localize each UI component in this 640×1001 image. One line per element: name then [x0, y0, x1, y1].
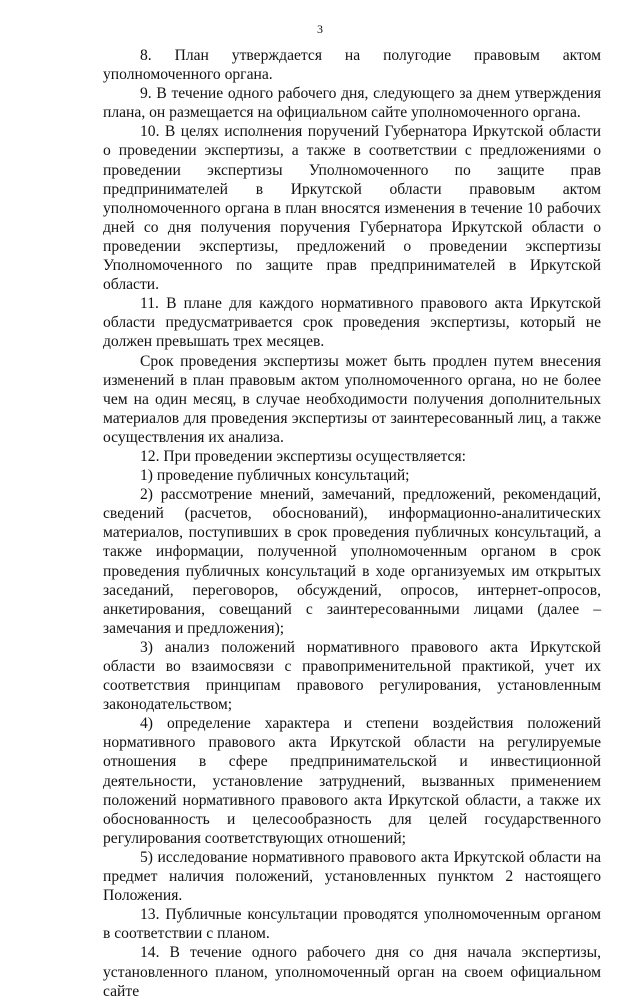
paragraph-14: 14. В течение одного рабочего дня со дня начала экспертизы, установленного планом, уполномоченный орган на своем официальном сайте [103, 944, 601, 1000]
paragraph-11: 11. В плане для каждого нормативного правового акта Иркутской области предусматривается срок проведения экспертизы, который не должен превышать трех месяцев. [103, 295, 601, 351]
paragraph-8: 8. План утверждается на полугодие правовым актом уполномоченного органа. [103, 47, 601, 84]
list-item-1: 1) проведение публичных консультаций; [140, 467, 410, 485]
list-item-3: 3) анализ положений нормативного правового акта Иркутской области во взаимосвязи с правоприменительной практикой, учет их соответствия принципам правового регулирования, установленным законодательством; [103, 638, 601, 714]
list-item-5: 5) исследование нормативного правового акта Иркутской области на предмет наличия положений, установленных пунктом 2 настоящего Положения. [103, 848, 601, 905]
list-item-4: 4) определение характера и степени воздействия положений нормативного правового акта Иркутской области на регулируемые отношения в сфере предпринимательской и инвестиционной деятельности, установление затруднений, вызванных применением положений нормативного правового акта Иркутской области, а также их обоснованность и целесообразность для целей государственного регулирования соответствующих отношений; [103, 715, 601, 847]
document-body [103, 46, 601, 1001]
list-item-2: 2) рассмотрение мнений, замечаний, предложений, рекомендаций, сведений (расчетов, обоснований), информационно-аналитических материалов, поступивших в срок проведения публичных консультаций, а также информации, полученной уполномоченным органом в срок проведения публичных консультаций в ходе организуемых им открытых заседаний, переговоров, обсуждений, опросов, интернет-опросов, анкетирования, совещаний с заинтересованными лицами (далее – замечания и предложения); [103, 486, 601, 637]
paragraph-9: 9. В течение одного рабочего дня, следующего за днем утверждения плана, он размещается на официальном сайте уполномоченного органа. [103, 85, 601, 122]
paragraph-11-extension: Срок проведения экспертизы может быть продлен путем внесения изменений в план правовым актом уполномоченного органа, но не более чем на один месяц, в случае необходимости получения дополнительных материалов для проведения экспертизы от заинтересованный лиц, а также осуществления их анализа. [103, 352, 601, 446]
page-number: 3 [317, 22, 323, 36]
paragraph-10: 10. В целях исполнения поручений Губернатора Иркутской области о проведении экспертизы, а также в соответствии с предложениями о проведении экспертизы Уполномоченного по защите прав предпринимателей в Иркутской области правовым актом уполномоченного органа в план вносятся изменения в течение 10 рабочих дней со дня получения поручения Губернатора Иркутской области о проведении экспертизы, предложений о проведении экспертизы Уполномоченного по защите прав предпринимателей в Иркутской области. [103, 123, 601, 294]
paragraph-12: 12. При проведении экспертизы осуществляется: [140, 447, 466, 465]
paragraph-13: 13. Публичные консультации проводятся уполномоченным органом в соответствии с планом. [103, 906, 601, 943]
